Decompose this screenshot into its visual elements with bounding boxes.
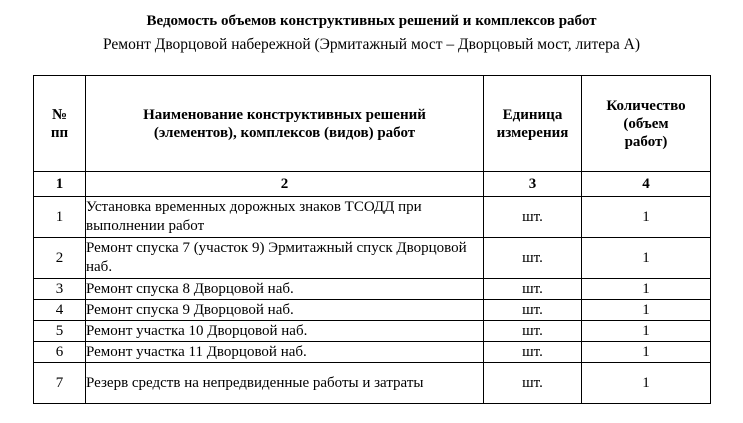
header-unit: Единица измерения	[484, 76, 582, 172]
row-name: Установка временных дорожных знаков ТСОДД при выполнении работ	[86, 197, 484, 238]
column-number: 2	[86, 172, 484, 197]
row-name: Ремонт участка 10 Дворцовой наб.	[86, 321, 484, 342]
row-qty: 1	[582, 363, 711, 404]
column-number: 4	[582, 172, 711, 197]
row-name: Ремонт спуска 8 Дворцовой наб.	[86, 279, 484, 300]
volume-table	[33, 75, 711, 404]
document-subtitle: Ремонт Дворцовой набережной (Эрмитажный мост – Дворцовый мост, литера А)	[102, 36, 641, 53]
row-unit: шт.	[484, 238, 582, 279]
row-unit: шт.	[484, 363, 582, 404]
header-num: № пп	[34, 76, 86, 172]
column-number: 1	[34, 172, 86, 197]
row-num: 6	[34, 342, 86, 363]
row-name: Ремонт спуска 9 Дворцовой наб.	[86, 300, 484, 321]
table-row	[34, 363, 711, 404]
table-row	[34, 238, 711, 279]
column-number-row	[34, 172, 711, 197]
row-num: 4	[34, 300, 86, 321]
table-row	[34, 321, 711, 342]
row-unit: шт.	[484, 197, 582, 238]
header-name: Наименование конструктивных решений (элементов), комплексов (видов) работ	[86, 76, 484, 172]
row-name: Ремонт участка 11 Дворцовой наб.	[86, 342, 484, 363]
row-num: 1	[34, 197, 86, 238]
row-unit: шт.	[484, 321, 582, 342]
row-name: Ремонт спуска 7 (участок 9) Эрмитажный спуск Дворцовой наб.	[86, 238, 484, 279]
row-unit: шт.	[484, 300, 582, 321]
table-row	[34, 197, 711, 238]
table-row	[34, 279, 711, 300]
row-name: Резерв средств на непредвиденные работы и затраты	[86, 363, 484, 404]
row-qty: 1	[582, 321, 711, 342]
row-unit: шт.	[484, 342, 582, 363]
row-num: 7	[34, 363, 86, 404]
row-qty: 1	[582, 197, 711, 238]
row-num: 2	[34, 238, 86, 279]
table-row	[34, 342, 711, 363]
column-number: 3	[484, 172, 582, 197]
row-qty: 1	[582, 300, 711, 321]
table-row	[34, 300, 711, 321]
row-unit: шт.	[484, 279, 582, 300]
row-num: 3	[34, 279, 86, 300]
document-title: Ведомость объемов конструктивных решений и комплексов работ	[146, 13, 597, 29]
header-qty: Количество (объем работ)	[582, 76, 711, 172]
row-qty: 1	[582, 342, 711, 363]
table-header-row	[34, 76, 711, 172]
row-num: 5	[34, 321, 86, 342]
row-qty: 1	[582, 238, 711, 279]
row-qty: 1	[582, 279, 711, 300]
